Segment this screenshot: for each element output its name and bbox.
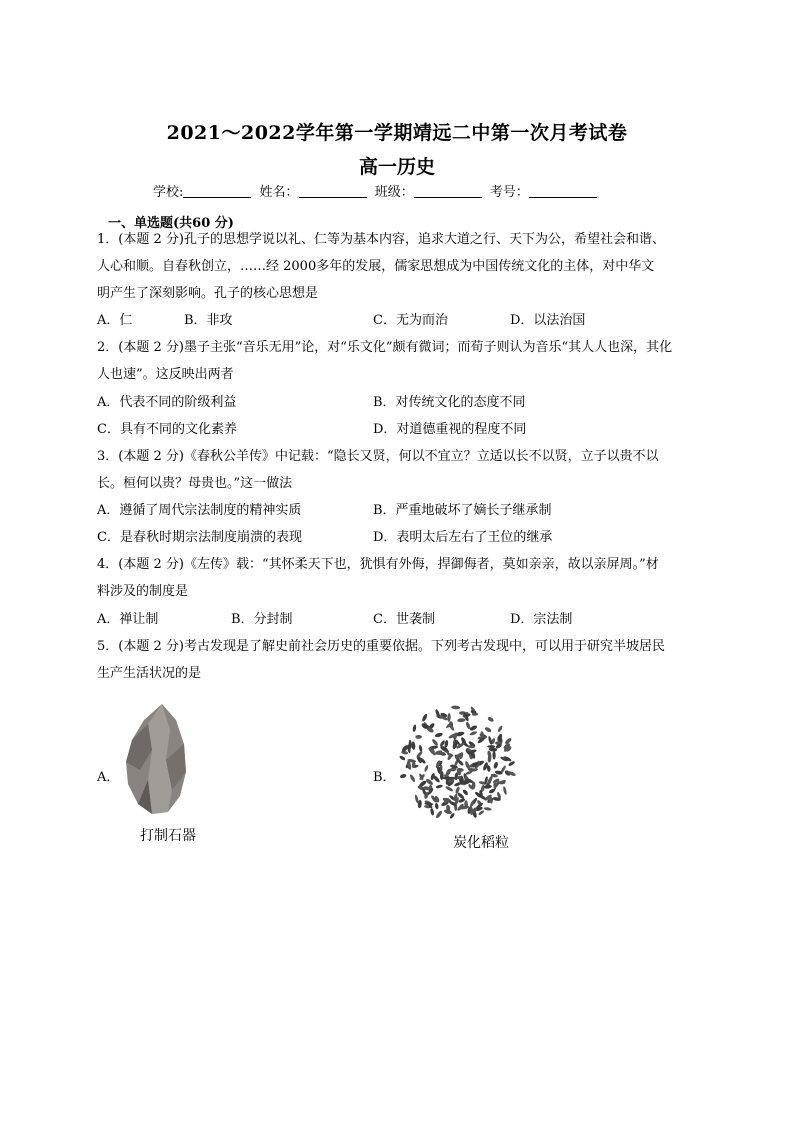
stone-tool-image [118,700,198,818]
q3-option-a[interactable]: A．遵循了周代宗法制度的精神实质 [97,503,302,518]
question-3-line-1: 3．(本题 2 分)《春秋公羊传》中记载：“隐长又贤，何以不宜立？立适以长不以贤，立子以贵不以 [97,449,659,464]
q4-option-a[interactable]: A．禅让制 [97,612,159,627]
q1-option-c[interactable]: C．无为而治 [373,313,448,328]
question-5-line-2: 生产生活状况的是 [97,666,202,681]
question-5-line-1: 5．(本题 2 分)考古发现是了解史前社会历史的重要依据。下列考古发现中，可以用于研究半坡居民 [97,639,665,654]
carbonized-rice-image [396,702,518,824]
exam-subject: 高一历史 [358,156,435,178]
q4-option-b[interactable]: B．分封制 [231,612,293,627]
exam-no-label: 考号： [489,185,529,200]
q3-option-c[interactable]: C．是春秋时期宗法制度崩溃的表现 [97,530,302,545]
question-2-line-2: 人也速”。这反映出两者 [97,367,234,382]
q3-option-b[interactable]: B．严重地破坏了嫡长子继承制 [373,503,552,518]
q1-option-d[interactable]: D．以法治国 [510,313,586,328]
section-title: 一、单选题(共60 分) [108,216,234,231]
exam-no-blank[interactable] [529,197,597,198]
class-blank[interactable] [414,197,482,198]
q5-option-b[interactable]: B． [373,770,396,785]
name-label: 姓名： [259,185,299,200]
q2-option-b[interactable]: B．对传统文化的态度不同 [373,395,526,410]
q1-option-a[interactable]: A．仁 [97,313,133,328]
school-blank[interactable] [183,197,251,198]
question-2-line-1: 2．(本题 2 分)墨子主张“音乐无用”论，对“乐文化”颇有微词；而荀子则认为音乐“其人人也深，其化 [97,340,673,355]
student-info-row [153,181,601,200]
name-blank[interactable] [299,197,367,198]
question-1-line-2: 人心和顺。自春秋创立，……经 2000多年的发展，儒家思想成为中国传统文化的主体，对中华文 [97,259,655,274]
question-1-line-3: 明产生了深刻影响。孔子的核心思想是 [97,286,319,301]
q5-option-a[interactable]: A． [97,770,120,785]
question-1-line-1: 1．(本题 2 分)孔子的思想学说以礼、仁等为基本内容，追求大道之行、天下为公，希望社会和谐、 [97,232,665,247]
q1-option-b[interactable]: B．非攻 [184,313,233,328]
q2-option-d[interactable]: D．对道德重视的程度不同 [373,422,527,437]
question-3-line-2: 长。桓何以贵？母贵也。”这一做法 [97,476,293,491]
school-label: 学校: [153,185,184,200]
q4-option-d[interactable]: D．宗法制 [510,612,573,627]
q2-option-a[interactable]: A．代表不同的阶级利益 [97,395,237,410]
class-label: 班级： [374,185,414,200]
stone-tool-caption: 打制石器 [140,828,196,844]
q4-option-c[interactable]: C．世袭制 [373,612,435,627]
q3-option-d[interactable]: D．表明太后左右了王位的继承 [373,530,553,545]
exam-title: 2021～2022学年第一学期靖远二中第一次月考试卷 [166,122,628,144]
q2-option-c[interactable]: C．具有不同的文化素养 [97,422,237,437]
question-4-line-2: 料涉及的制度是 [97,584,189,599]
question-4-line-1: 4．(本题 2 分)《左传》载：“其怀柔天下也，犹惧有外侮，捍御侮者，莫如亲亲，故以亲屏周。”材 [97,557,659,572]
rice-caption: 炭化稻粒 [453,835,509,851]
